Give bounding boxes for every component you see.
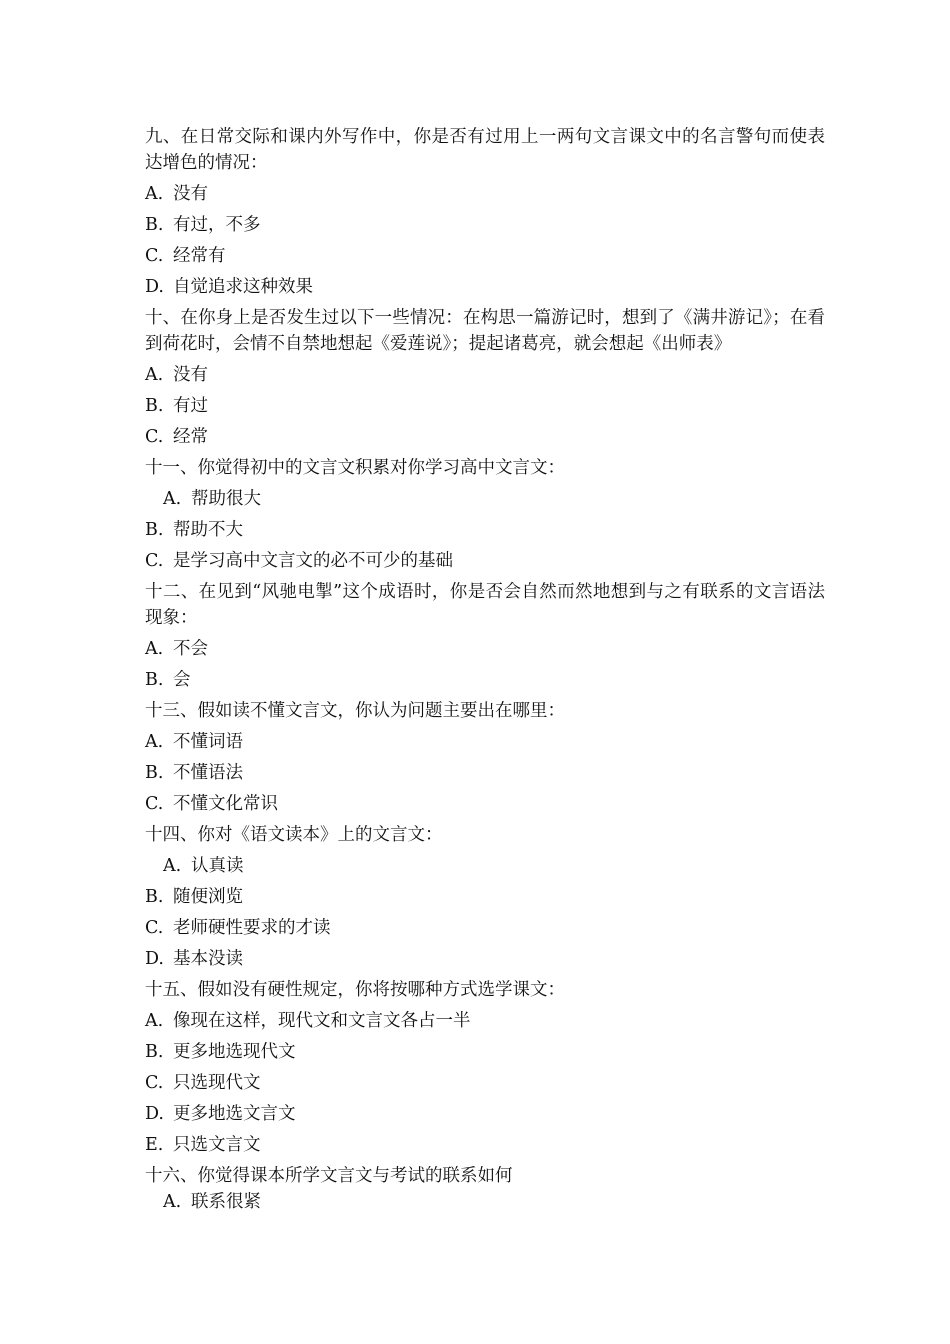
option-text: 不懂文化常识 [173, 794, 278, 814]
option-text: 只选现代文 [173, 1073, 261, 1093]
answer-option [145, 946, 825, 972]
answer-option [145, 424, 825, 450]
option-letter: B. [145, 887, 164, 907]
option-text: 自觉追求这种效果 [173, 277, 313, 297]
option-letter: C. [145, 551, 164, 571]
answer-option [145, 181, 825, 207]
option-letter: A. [145, 365, 164, 385]
question-text: 九、在日常交际和课内外写作中，你是否有过用上一两句文言课文中的名言警句而使表达增色的情况： [145, 127, 825, 173]
option-text: 经常 [173, 427, 208, 447]
option-letter: B. [145, 215, 164, 235]
question-text: 十一、你觉得初中的文言文积累对你学习高中文言文： [145, 458, 565, 478]
option-text: 不懂语法 [173, 763, 243, 783]
option-letter: A. [163, 856, 182, 876]
option-letter: C. [145, 794, 164, 814]
option-text: 不懂词语 [173, 732, 243, 752]
answer-option [145, 667, 825, 693]
answer-option [145, 915, 825, 941]
answer-option [145, 853, 825, 879]
answer-option [145, 243, 825, 269]
option-text: 是学习高中文言文的必不可少的基础 [173, 551, 453, 571]
option-letter: C. [145, 1073, 164, 1093]
option-letter: A. [163, 1192, 182, 1212]
answer-option [145, 517, 825, 543]
answer-option [145, 212, 825, 238]
answer-option [145, 1132, 825, 1158]
option-letter: B. [145, 763, 164, 783]
answer-option [145, 486, 825, 512]
option-text: 有过 [173, 396, 208, 416]
option-text: 老师硬性要求的才读 [173, 918, 331, 938]
option-text: 会 [173, 670, 191, 690]
option-letter: B. [145, 1042, 164, 1062]
option-text: 更多地选现代文 [173, 1042, 296, 1062]
answer-option [145, 274, 825, 300]
answer-option [145, 729, 825, 755]
answer-option [145, 884, 825, 910]
option-text: 没有 [173, 184, 208, 204]
option-text: 基本没读 [173, 949, 243, 969]
option-text: 只选文言文 [173, 1135, 261, 1155]
option-letter: A. [163, 489, 182, 509]
option-letter: B. [145, 520, 164, 540]
question-text: 十三、假如读不懂文言文，你认为问题主要出在哪里： [145, 701, 565, 721]
survey-questions [145, 124, 825, 1220]
question-text: 十五、假如没有硬性规定，你将按哪种方式选学课文： [145, 980, 565, 1000]
option-text: 帮助很大 [191, 489, 261, 509]
option-letter: E. [145, 1135, 164, 1155]
option-letter: D. [145, 949, 164, 969]
option-text: 帮助不大 [173, 520, 243, 540]
answer-option [145, 393, 825, 419]
answer-option [145, 760, 825, 786]
question-text: 十四、你对《语文读本》上的文言文： [145, 825, 443, 845]
option-letter: D. [145, 1104, 164, 1124]
answer-option [145, 362, 825, 388]
option-text: 没有 [173, 365, 208, 385]
answer-option [145, 791, 825, 817]
option-text: 联系很紧 [191, 1192, 261, 1212]
option-letter: A. [145, 639, 164, 659]
option-text: 认真读 [191, 856, 244, 876]
question-text: 十六、你觉得课本所学文言文与考试的联系如何 [145, 1166, 513, 1186]
option-letter: B. [145, 670, 164, 690]
option-letter: C. [145, 427, 164, 447]
option-letter: A. [145, 1011, 164, 1031]
option-text: 不会 [173, 639, 208, 659]
question-text: 十二、在见到“风驰电掣”这个成语时，你是否会自然而然地想到与之有联系的文言语法现象： [145, 582, 825, 628]
question-text: 十、在你身上是否发生过以下一些情况：在构思一篇游记时，想到了《满井游记》；在看到荷花时，会情不自禁地想起《爱莲说》；提起诸葛亮，就会想起《出师表》 [145, 308, 825, 354]
option-letter: A. [145, 184, 164, 204]
option-text: 更多地选文言文 [173, 1104, 296, 1124]
answer-option [145, 1101, 825, 1127]
option-text: 经常有 [173, 246, 226, 266]
answer-option [145, 636, 825, 662]
option-letter: C. [145, 918, 164, 938]
option-text: 有过，不多 [173, 215, 261, 235]
option-letter: C. [145, 246, 164, 266]
answer-option [145, 548, 825, 574]
option-letter: B. [145, 396, 164, 416]
answer-option [145, 1008, 825, 1034]
option-text: 像现在这样，现代文和文言文各占一半 [173, 1011, 471, 1031]
option-text: 随便浏览 [173, 887, 243, 907]
option-letter: A. [145, 732, 164, 752]
answer-option [145, 1189, 825, 1215]
option-letter: D. [145, 277, 164, 297]
answer-option [145, 1039, 825, 1065]
answer-option [145, 1070, 825, 1096]
